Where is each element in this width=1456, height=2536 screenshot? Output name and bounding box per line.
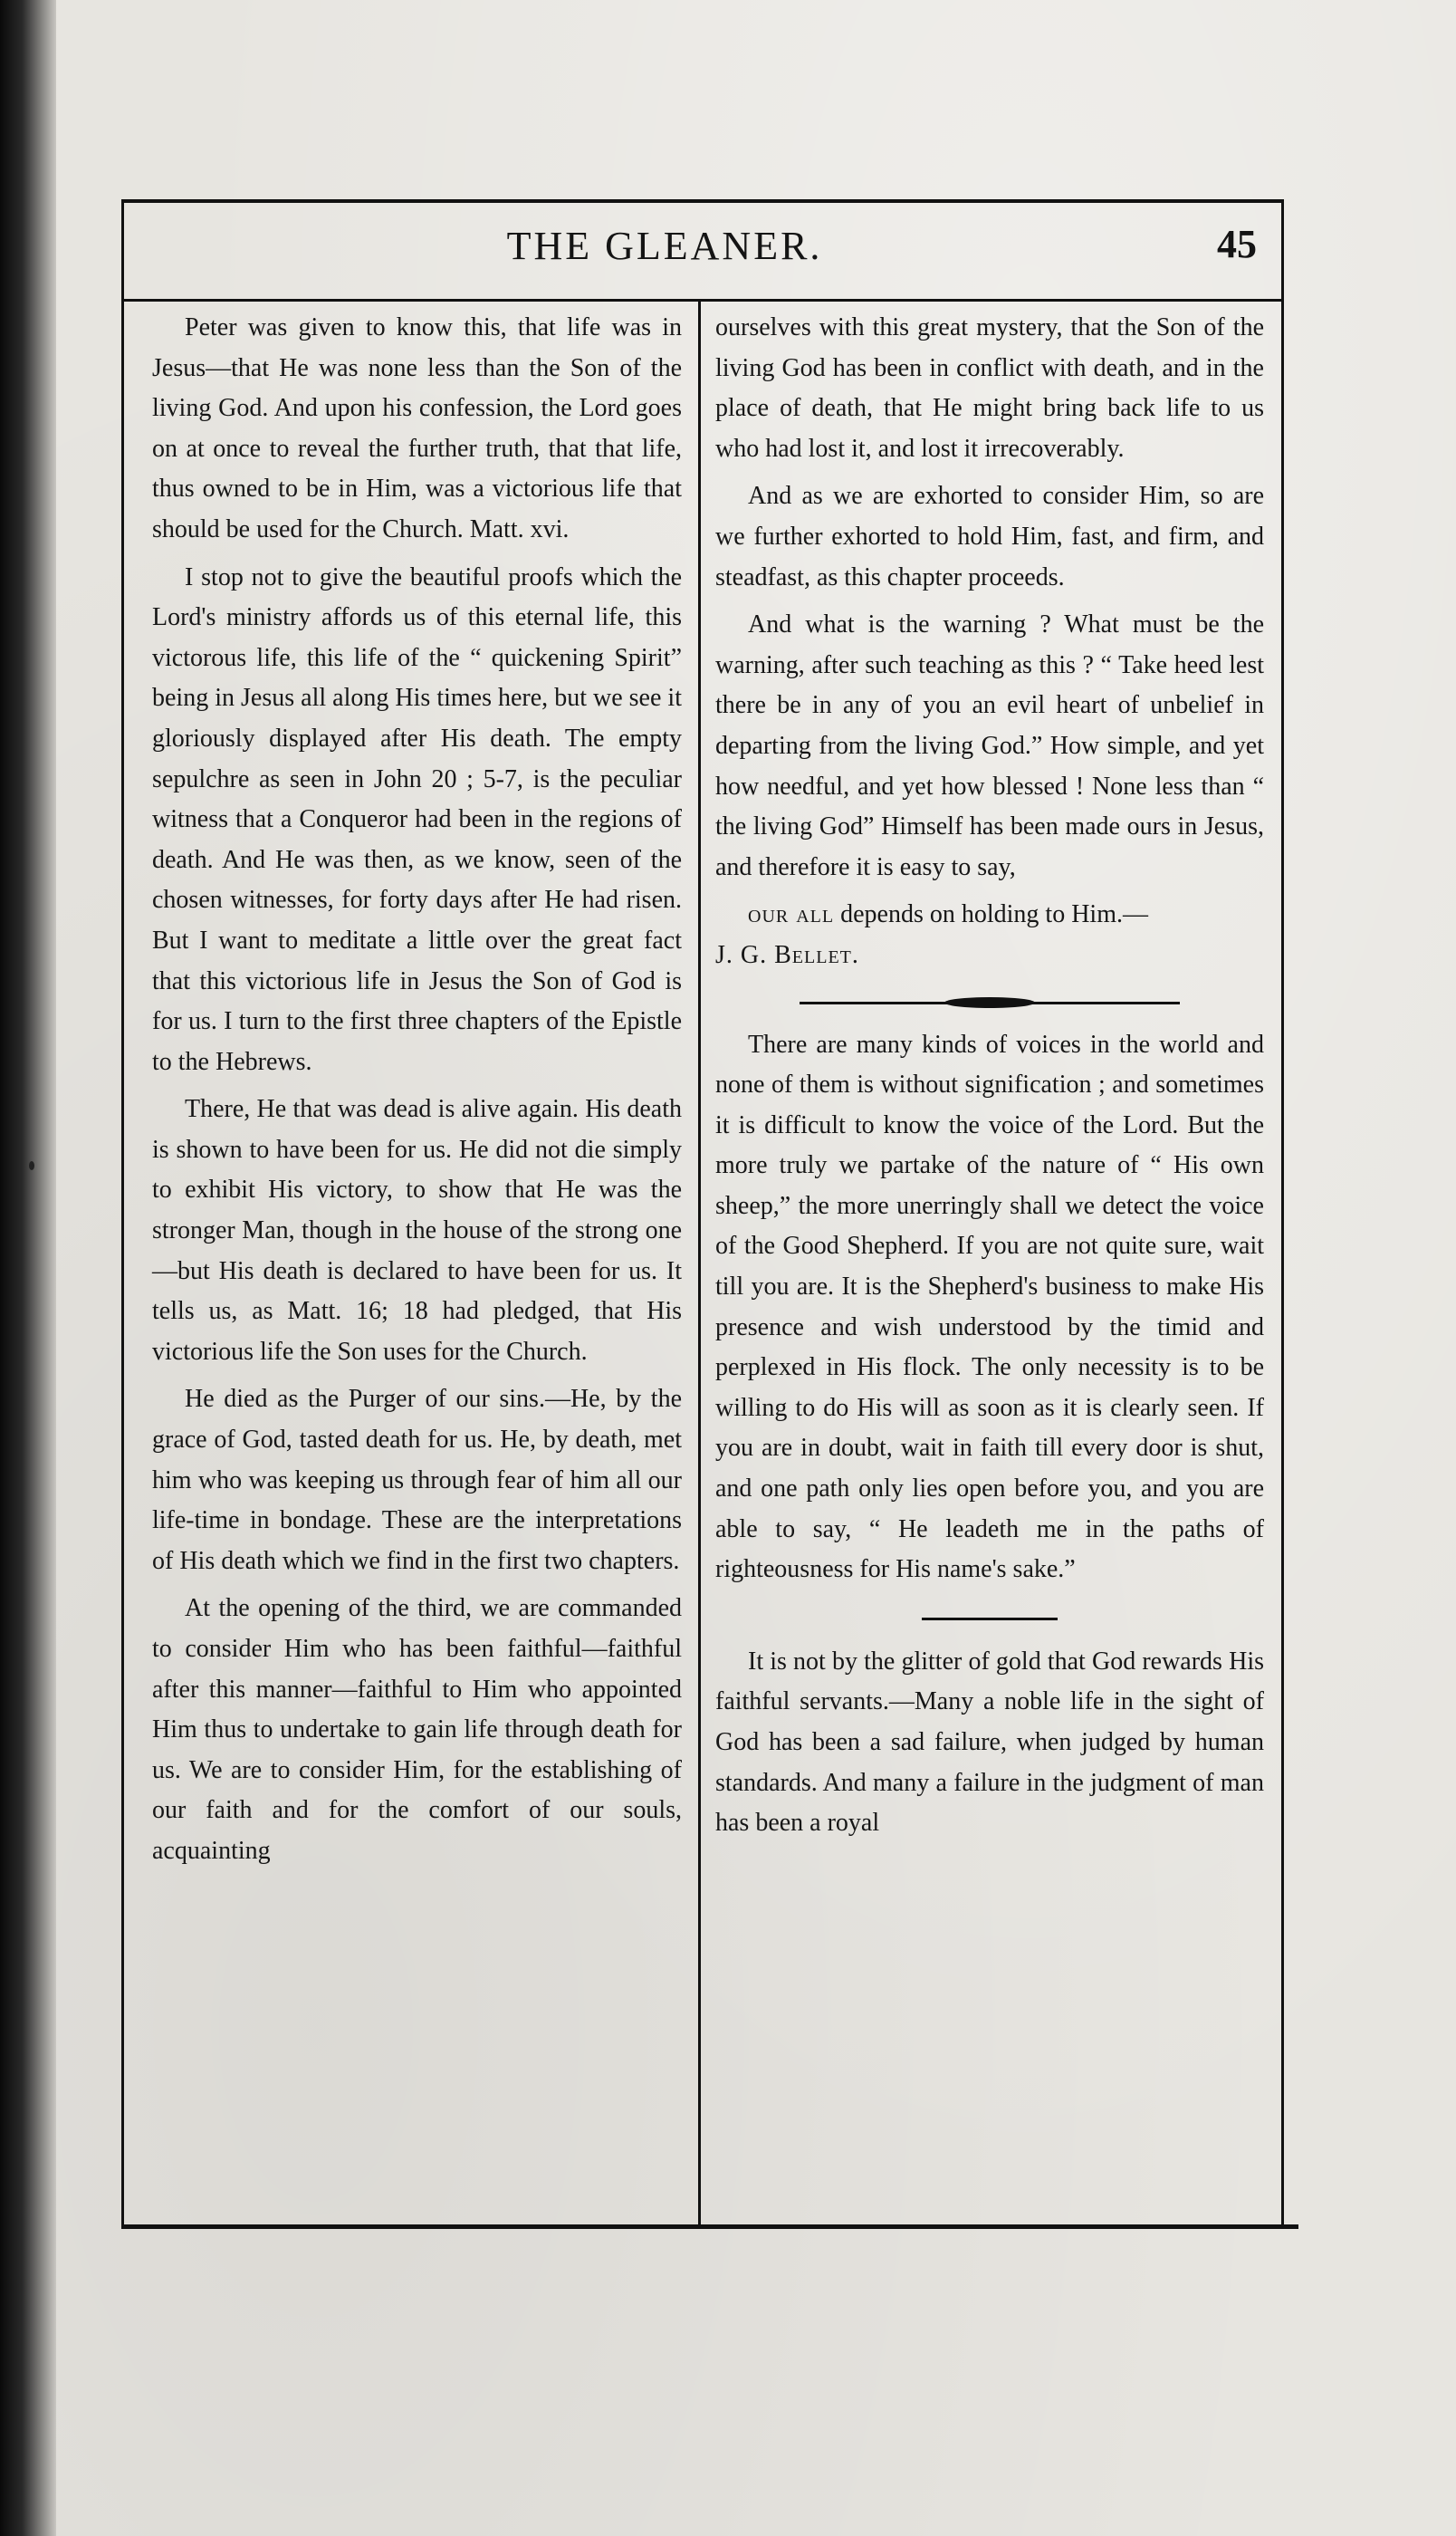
paragraph: He died as the Purger of our sins.—He, by the grace of God, tasted death for us. He, by death, met him who was keeping us through fear of him all our life-time in bondage. These are the interpretations of His death which we find in the first two chapters. <box>152 1385 682 1575</box>
ornament-flourish <box>944 997 1035 1008</box>
paragraph: There, He that was dead is alive again. His death is shown to have been for us. He did not die simply to exhibit His victory, to show that He was the stronger Man, though in the house of the strong one—but His death is declared to have been for us. It tells us, as Matt. 16; 18 had pledged, that His victorious life the Son uses for the Church. <box>152 1095 682 1366</box>
paragraph: It is not by the glitter of gold that God rewards His faithful servants.—Many a noble life in the sight of God has been a sad failure, when judged by human standards. And many a failure in the judgment of man has been a royal <box>715 1647 1264 1838</box>
paragraph-continued: ourselves with this great mystery, that the Son of the living God has been in conflict with death, and in the place of death, that He might bring back life to us who had lost it, and lost it irrecoverably. <box>715 313 1264 463</box>
paragraph: At the opening of the third, we are commanded to consider Him who has been faithful—faithful after this manner—faithful to Him who appointed Him thus to undertake to gain life through death for us. We are to consider Him, for the establishing of our faith and for the comfort of our souls, acquainting <box>152 1594 682 1865</box>
paragraph: And what is the warning ? What must be the warning, after such teaching as this ? “ Take heed lest there be in any of you an evil heart of unbelief in departing from the living God.” How simple, and yet how needful, and yet how blessed ! None less than “ the living God” Himself has been made ours in Jesus, and therefore it is easy to say, <box>715 610 1264 881</box>
right-border <box>1281 199 1284 2226</box>
short-divider <box>922 1618 1058 1620</box>
paragraph: Peter was given to know this, that life was in Jesus—that He was none less than the Son of the living God. And upon his confession, the Lord goes on at once to reveal the further truth, that that life, thus owned to be in Him, was a victorious life that should be used for the Church. Matt. xvi. <box>152 313 682 543</box>
column-divider <box>698 299 701 2224</box>
signature-tail: depends on holding to Him.— <box>834 900 1148 929</box>
paragraph: And as we are exhorted to consider Him, so are we further exhorted to hold Him, fast, and firm, and steadfast, as this chapter proceeds. <box>715 482 1264 591</box>
newspaper-page <box>121 199 1284 2228</box>
author-name: J. G. Bellet. <box>715 940 859 969</box>
publication-title: THE GLEANER. <box>506 224 823 268</box>
margin-speck <box>29 1161 34 1170</box>
paragraph: I stop not to give the beautiful proofs which the Lord's ministry affords us of this eternal life, this victorous life, this life of the “ quickening Spirit” being in Jesus all along His times here, but we see it gloriously displayed after His death. The empty sepulchre as seen in John 20 ; 5-7, is the peculiar witness that a Conqueror had been in the regions of death. And He was then, as we know, seen of the chosen witnesses, for forty days after He had risen. But I want to meditate a little over the great fact that this victorious life in Jesus the Son of God is for us. I turn to the first three chapters of the Epistle to the Hebrews. <box>152 562 682 1076</box>
left-border <box>121 199 124 2226</box>
paragraph: There are many kinds of voices in the world and none of them is without signification ; and sometimes it is difficult to know the voice of the Lord. But the more truly we partake of the nature of “ His own sheep,” the more unerringly shall we detect the voice of the Good Shepherd. If you are not quite sure, wait till you are. It is the Shepherd's business to make His presence and wish understood by the timid and perplexed in His flock. The only necessity is to be willing to do His will as soon as it is clearly seen. If you are in doubt, wait in faith till every door is shut, and one path only lies open before you, and you are able to say, “ He leadeth me in the paths of righteousness for His name's sake.” <box>715 1030 1264 1584</box>
header-rule <box>121 299 1284 302</box>
page-gutter-shadow <box>0 0 56 2536</box>
our-all-text: our all <box>748 900 835 929</box>
page-number: 45 <box>1217 222 1257 266</box>
right-column <box>715 308 1264 1851</box>
top-rule <box>121 199 1284 203</box>
signature-line <box>715 895 1264 975</box>
left-column <box>152 308 682 1879</box>
bottom-rule <box>121 2224 1298 2229</box>
ornamental-divider <box>800 996 1180 1009</box>
